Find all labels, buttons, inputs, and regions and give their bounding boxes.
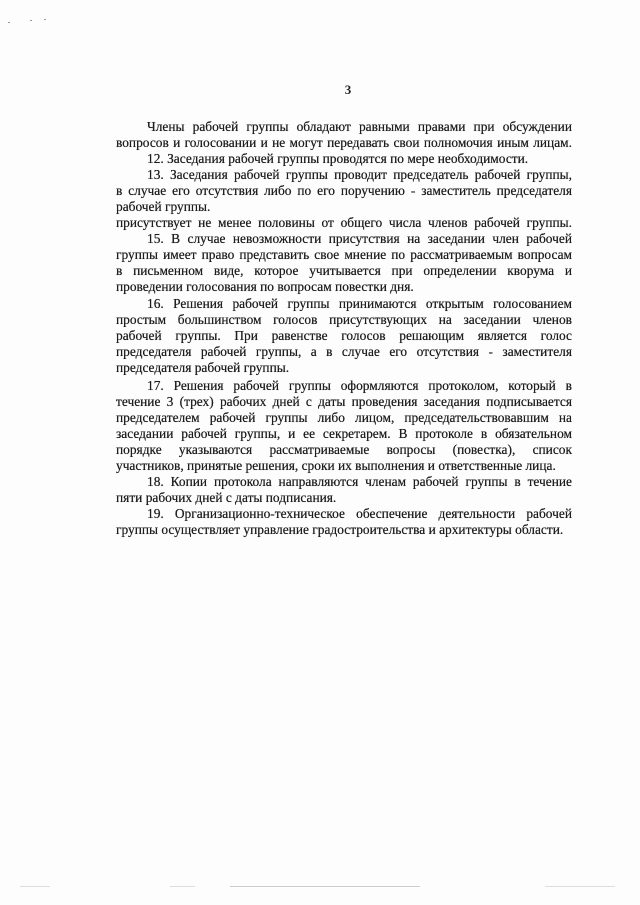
text-line: проведении голосования по вопросам повестки дня. <box>116 279 414 294</box>
scan-speck <box>8 22 10 23</box>
text-line: рабочей группы. <box>116 199 211 214</box>
scan-edge-line <box>545 886 615 887</box>
scan-edge-line <box>230 886 420 887</box>
text-line: 17. Решения рабочей группы оформляются протоколом, который в <box>147 378 572 393</box>
text-line: 15. В случае невозможности присутствия на заседании член рабочей <box>147 231 572 246</box>
text-line: председателем рабочей группы либо лицом, председательствовавшим на <box>116 410 572 425</box>
text-line: председателя рабочей группы, а в случае его отсутствия - заместителя <box>116 344 572 359</box>
text-line: участников, принятые решения, сроки их выполнения и ответственные лица. <box>116 458 556 473</box>
page-number: 3 <box>344 82 352 97</box>
text-line: течение 3 (трех) рабочих дней с даты проведения заседания подписывается <box>116 394 572 409</box>
scan-edge-line <box>170 886 195 887</box>
text-line: присутствует не менее половины от общего числа членов рабочей группы. <box>116 215 572 230</box>
text-line: группы имеет право представить свое мнение по рассматриваемым вопросам <box>116 247 572 262</box>
text-line: 16. Решения рабочей группы принимаются открытым голосованием <box>147 296 572 311</box>
text-line: вопросов и голосовании и не могут передавать свои полномочия иным лицам. <box>116 135 572 150</box>
text-line: 19. Организационно-техническое обеспечение деятельности рабочей <box>147 506 572 521</box>
text-line: в письменном виде, которое учитывается при определении кворума и <box>116 263 572 278</box>
text-line: в случае его отсутствия либо по его поручению - заместитель председателя <box>116 183 572 198</box>
text-line: рабочей группы. При равенстве голосов решающим является голос <box>116 328 572 343</box>
text-line: заседании рабочей группы, и ее секретарем. В протоколе в обязательном <box>116 426 572 441</box>
text-line: простым большинством голосов присутствующих на заседании членов <box>116 312 572 327</box>
text-line: председателя рабочей группы. <box>116 360 290 375</box>
text-line: группы осуществляет управление градостроительства и архитектуры области. <box>116 522 564 537</box>
text-line: 13. Заседания рабочей группы проводит председатель рабочей группы, <box>147 167 572 182</box>
text-line: пяти рабочих дней с даты подписания. <box>116 490 337 505</box>
scan-speck <box>44 19 46 20</box>
text-line: Члены рабочей группы обладают равными правами при обсуждении <box>147 119 572 134</box>
text-line: 18. Копии протокола направляются членам рабочей группы в течение <box>147 474 572 489</box>
text-line: 12. Заседания рабочей группы проводятся по мере необходимости. <box>147 151 529 166</box>
text-line: порядке указываются рассматриваемые вопросы (повестка), список <box>116 442 572 457</box>
scan-speck <box>30 20 32 21</box>
scan-edge-line <box>20 886 50 887</box>
